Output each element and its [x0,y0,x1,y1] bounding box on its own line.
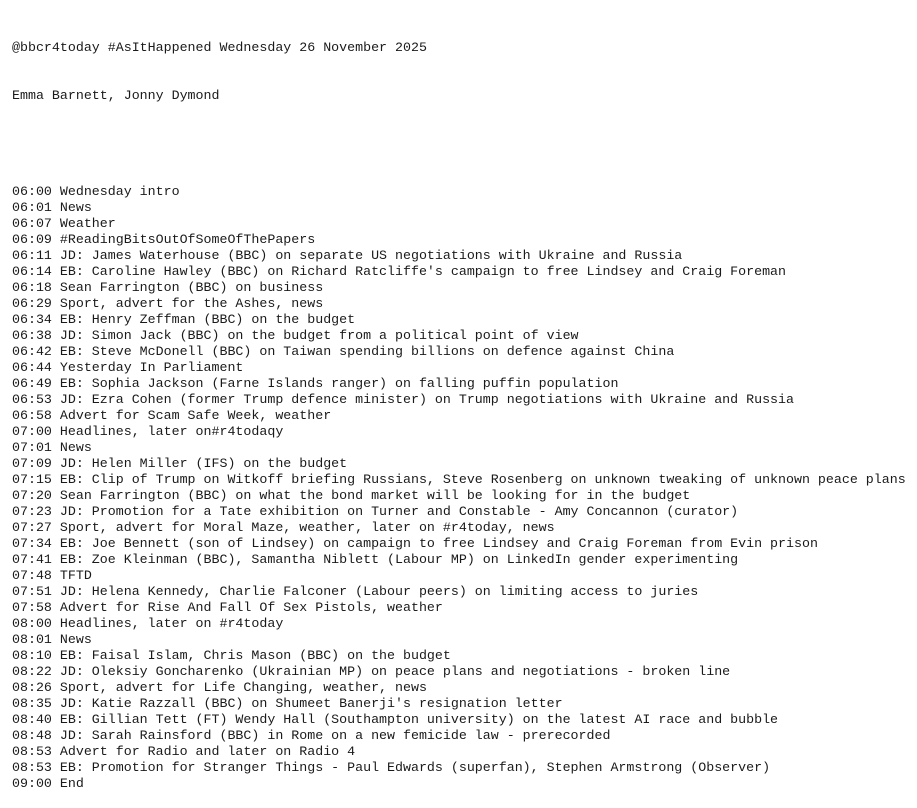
running-order-entry: 07:15 EB: Clip of Trump on Witkoff briefing Russians, Steve Rosenberg on unknown tweaking of unknown peace plans [12,472,906,487]
running-order-entry: 08:48 JD: Sarah Rainsford (BBC) in Rome on a new femicide law - prerecorded [12,728,611,743]
running-order-entry: 06:01 News [12,200,92,215]
running-order-entry: 07:48 TFTD [12,568,92,583]
running-order-entry: 08:00 Headlines, later on #r4today [12,616,284,631]
running-order-entry: 08:22 JD: Oleksiy Goncharenko (Ukrainian MP) on peace plans and negotiations - broken line [12,664,731,679]
running-order-entry: 06:11 JD: James Waterhouse (BBC) on separate US negotiations with Ukraine and Russia [12,248,683,263]
running-order-list [12,184,906,792]
running-order-entry: 06:18 Sean Farrington (BBC) on business [12,280,324,295]
running-order-entry: 06:38 JD: Simon Jack (BBC) on the budget from a political point of view [12,328,579,343]
running-order-entry: 07:58 Advert for Rise And Fall Of Sex Pistols, weather [12,600,443,615]
running-order-entry: 06:58 Advert for Scam Safe Week, weather [12,408,332,423]
running-order-entry: 07:27 Sport, advert for Moral Maze, weather, later on #r4today, news [12,520,555,535]
presenters-line: Emma Barnett, Jonny Dymond [12,88,220,103]
running-order-entry: 07:09 JD: Helen Miller (IFS) on the budget [12,456,348,471]
running-order-entry: 08:40 EB: Gillian Tett (FT) Wendy Hall (Southampton university) on the latest AI race and bubble [12,712,779,727]
running-order-entry: 06:44 Yesterday In Parliament [12,360,244,375]
running-order-entry: 08:35 JD: Katie Razzall (BBC) on Shumeet Banerji's resignation letter [12,696,563,711]
running-order-entry: 06:49 EB: Sophia Jackson (Farne Islands ranger) on falling puffin population [12,376,619,391]
running-order-entry: 06:34 EB: Henry Zeffman (BBC) on the budget [12,312,356,327]
running-order-entry: 06:00 Wednesday intro [12,184,180,199]
running-order-document [12,8,906,808]
running-order-entry: 07:23 JD: Promotion for a Tate exhibition on Turner and Constable - Amy Concannon (curator) [12,504,739,519]
running-order-entry: 07:20 Sean Farrington (BBC) on what the bond market will be looking for in the budget [12,488,691,503]
running-order-entry: 08:26 Sport, advert for Life Changing, weather, news [12,680,427,695]
running-order-entry: 06:14 EB: Caroline Hawley (BBC) on Richard Ratcliffe's campaign to free Lindsey and Craig Foreman [12,264,787,279]
running-order-entry: 07:51 JD: Helena Kennedy, Charlie Falconer (Labour peers) on limiting access to juries [12,584,699,599]
running-order-entry: 07:01 News [12,440,92,455]
running-order-entry: 06:53 JD: Ezra Cohen (former Trump defence minister) on Trump negotiations with Ukraine and Russia [12,392,794,407]
running-order-entry: 07:34 EB: Joe Bennett (son of Lindsey) on campaign to free Lindsey and Craig Foreman from Evin prison [12,536,818,551]
blank-line [12,136,906,152]
running-order-entry: 07:41 EB: Zoe Kleinman (BBC), Samantha Niblett (Labour MP) on LinkedIn gender experimenting [12,552,739,567]
running-order-entry: 08:01 News [12,632,92,647]
running-order-entry: 08:53 Advert for Radio and later on Radio 4 [12,744,356,759]
running-order-entry: 09:00 End [12,776,84,791]
running-order-entry: 07:00 Headlines, later on#r4todaqy [12,424,284,439]
running-order-entry: 08:10 EB: Faisal Islam, Chris Mason (BBC) on the budget [12,648,451,663]
running-order-entry: 06:07 Weather [12,216,116,231]
running-order-entry: 06:09 #ReadingBitsOutOfSomeOfThePapers [12,232,316,247]
document-title: @bbcr4today #AsItHappened Wednesday 26 November 2025 [12,40,427,55]
running-order-entry: 06:29 Sport, advert for the Ashes, news [12,296,324,311]
running-order-entry: 08:53 EB: Promotion for Stranger Things - Paul Edwards (superfan), Stephen Armstrong (Observer) [12,760,771,775]
running-order-entry: 06:42 EB: Steve McDonell (BBC) on Taiwan spending billions on defence against China [12,344,675,359]
